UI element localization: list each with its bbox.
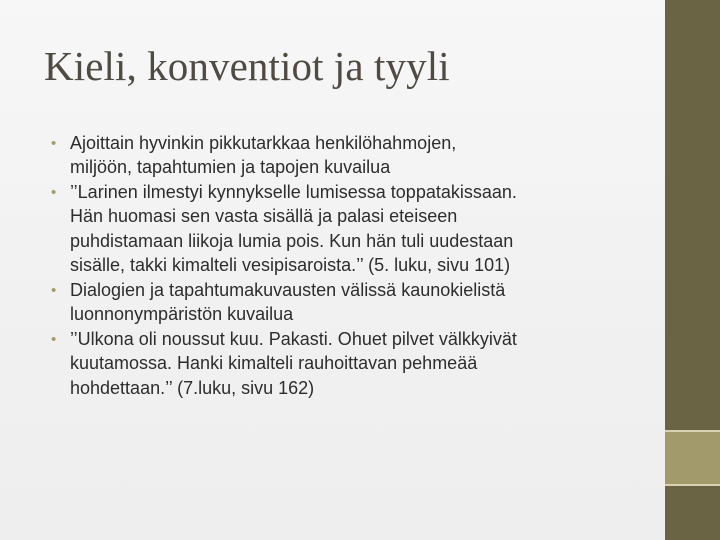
bullet-item bbox=[51, 327, 636, 400]
right-decorative-rail bbox=[665, 0, 720, 540]
bullet-line: ’’Larinen ilmestyi kynnykselle lumisessa toppatakissaan. bbox=[70, 181, 517, 202]
bullet-line: sisälle, takki kimalteli vesipisaroista.’’ (5. luku, sivu 101) bbox=[70, 255, 511, 276]
bullet-icon: • bbox=[51, 330, 57, 348]
bullet-item bbox=[51, 180, 636, 278]
bullet-line: Dialogien ja tapahtumakuvausten välissä kaunokielistä bbox=[70, 279, 506, 300]
bullet-line: puhdistamaan liikoja lumia pois. Kun hän tuli uudestaan bbox=[70, 230, 514, 251]
bullet-line: luonnonympäristön kuvailua bbox=[70, 304, 294, 325]
bullet-line: Ajoittain hyvinkin pikkutarkkaa henkilöhahmojen, bbox=[70, 133, 457, 153]
bullet-item bbox=[51, 278, 636, 327]
bullet-line: kuutamossa. Hanki kimalteli rauhoittavan pehmeää bbox=[70, 353, 478, 374]
bullet-icon: • bbox=[51, 281, 57, 299]
bullet-line: hohdettaan.’’ (7.luku, sivu 162) bbox=[70, 377, 315, 398]
slide-title: Kieli, konventiot ja tyyli bbox=[44, 43, 450, 89]
rail-accent-block bbox=[665, 432, 720, 484]
bullet-line: miljöön, tapahtumien ja tapojen kuvailua bbox=[70, 157, 391, 178]
bullet-line: Hän huomasi sen vasta sisällä ja palasi eteiseen bbox=[70, 206, 458, 227]
bullet-item bbox=[51, 131, 636, 180]
bullet-list bbox=[51, 131, 636, 400]
rail-divider-bottom bbox=[665, 484, 720, 486]
bullet-icon: • bbox=[51, 135, 57, 152]
bullet-icon: • bbox=[51, 183, 57, 201]
bullet-line: ’’Ulkona oli noussut kuu. Pakasti. Ohuet pilvet välkkyivät bbox=[70, 328, 517, 349]
